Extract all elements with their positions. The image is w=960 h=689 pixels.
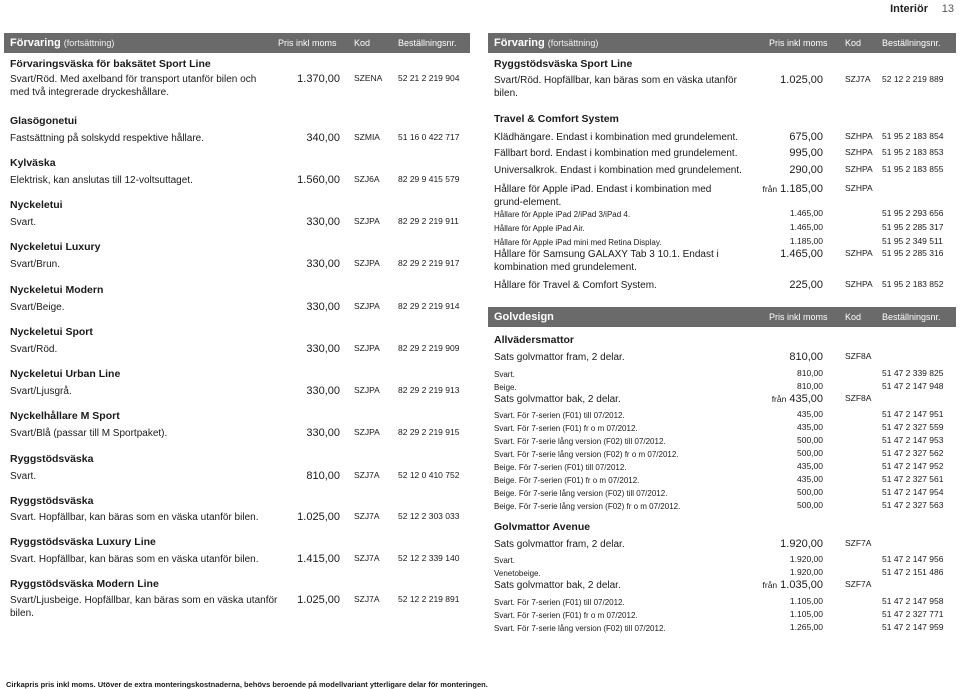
product-description: Beige. (494, 383, 517, 392)
product-description: Svart/Röd. Med axelband för transport utanför bilen och med två integrerade dryckeshållare. (10, 74, 257, 98)
product-price (797, 474, 823, 484)
product-code: SZJ7A (354, 470, 380, 480)
product-price (797, 487, 823, 497)
price-value: 1.185,00 (780, 183, 823, 195)
order-number: 51 47 2 147 953 (882, 435, 944, 445)
price-value: 810,00 (789, 351, 823, 363)
price-value: 995,00 (789, 147, 823, 159)
order-number: 52 12 2 219 889 (882, 74, 944, 84)
code-column-header: Kod (354, 38, 371, 48)
product-price (790, 609, 823, 619)
left-column (4, 33, 470, 673)
page-header (0, 0, 960, 20)
product-description: Svart. För 7-serien (F01) fr o m 07/2012. (494, 424, 638, 433)
product-code: SZHPA (845, 248, 873, 258)
product-price (763, 579, 823, 591)
product-description: Sats golvmattor bak, 2 delar. (494, 394, 621, 405)
order-number: 52 21 2 219 904 (398, 73, 460, 83)
product-price (780, 248, 823, 260)
product-description: Hållare för Apple iPad mini med Retina Display. (494, 238, 662, 247)
right-table-header (488, 33, 956, 53)
product-price (797, 500, 823, 510)
product-price (790, 567, 823, 577)
order-number: 51 95 2 183 852 (882, 279, 944, 289)
order-number: 51 47 2 339 825 (882, 368, 944, 378)
order-number: 51 95 2 183 855 (882, 164, 944, 174)
product-price (790, 222, 823, 232)
product-price: 1.025,00 (297, 594, 340, 606)
product-price: 1.370,00 (297, 73, 340, 85)
product-description: Sats golvmattor fram, 2 delar. (494, 352, 625, 363)
product-price (789, 351, 823, 363)
product-price: 1.560,00 (297, 174, 340, 186)
product-code: SZHPA (845, 131, 873, 141)
section-title: Nyckeletui Luxury (10, 241, 101, 253)
price-column-header: Pris inkl moms (769, 38, 828, 48)
product-description: Venetobeige. (494, 569, 541, 578)
product-code: SZJPA (354, 427, 380, 437)
price-value: 290,00 (789, 164, 823, 176)
order-number: 51 16 0 422 717 (398, 132, 460, 142)
section-title: Ryggstödsväska Sport Line (494, 58, 633, 70)
product-description: Svart. (494, 370, 515, 379)
section-title: Allvädersmattor (494, 334, 574, 346)
order-number: 51 47 2 147 951 (882, 409, 944, 419)
product-price: 330,00 (306, 343, 340, 355)
code-column-header: Kod (845, 312, 862, 322)
section-title: Nyckeletui Sport (10, 326, 93, 338)
from-label: från (762, 580, 778, 590)
price-value: 810,00 (797, 368, 823, 378)
product-price: 330,00 (306, 427, 340, 439)
header-title: Golvdesign (494, 311, 554, 323)
product-description: Svart/Röd. Hopfällbar, kan bäras som en väska utanför bilen. (494, 75, 737, 99)
from-label: från (771, 394, 787, 404)
product-price (790, 208, 823, 218)
price-value: 1.920,00 (789, 567, 823, 577)
product-description: Svart. För 7-serien (F01) till 07/2012. (494, 598, 625, 607)
product-price (790, 622, 823, 632)
section-title: Nyckeletui Urban Line (10, 368, 121, 380)
flooring-table-header (488, 307, 956, 327)
page-number: 13 (941, 3, 954, 15)
product-description: Beige. För 7-serie lång version (F02) till 07/2012. (494, 489, 668, 498)
product-description: Fällbart bord. Endast i kombination med grundelement. (494, 148, 738, 159)
product-description: Svart. (10, 217, 37, 228)
order-number: 51 47 2 147 956 (882, 554, 944, 564)
order-number: 82 29 2 219 909 (398, 343, 460, 353)
product-description: Svart/Brun. (10, 259, 61, 270)
product-price: 330,00 (306, 216, 340, 228)
header-subtitle: (fortsättning) (63, 38, 115, 48)
product-price (797, 381, 823, 391)
product-description: Klädhängare. Endast i kombination med grundelement. (494, 132, 739, 143)
product-price (790, 554, 823, 564)
product-description: Svart/Ljusgrå. (10, 386, 72, 397)
section-title: Förvaringsväska för baksätet Sport Line (10, 58, 211, 70)
product-price (780, 74, 823, 86)
section-title: Interiör (890, 3, 928, 15)
section-title: Ryggstödsväska Modern Line (10, 578, 159, 590)
header-title: Förvaring (10, 37, 61, 49)
order-number: 82 29 9 415 579 (398, 174, 460, 184)
product-code: SZHPA (845, 147, 873, 157)
product-price (790, 596, 823, 606)
price-value: 1.035,00 (780, 579, 823, 591)
price-value: 1.920,00 (780, 538, 823, 550)
order-number: 82 29 2 219 914 (398, 301, 460, 311)
product-description: Svart. För 7-serien (F01) fr o m 07/2012. (494, 611, 638, 620)
order-number: 51 47 2 151 486 (882, 567, 944, 577)
product-code: SZJPA (354, 343, 380, 353)
order-number: 52 12 2 303 033 (398, 511, 460, 521)
product-code: SZJ7A (354, 553, 380, 563)
price-value: 500,00 (797, 448, 823, 458)
order-number: 51 47 2 147 952 (882, 461, 944, 471)
price-value: 1.105,00 (789, 609, 823, 619)
section-title: Golvmattor Avenue (494, 521, 591, 533)
product-description: Hållare för Apple iPad Air. (494, 224, 585, 233)
product-code: SZJPA (354, 301, 380, 311)
order-number: 52 12 2 219 891 (398, 594, 460, 604)
order-number: 82 29 2 219 915 (398, 427, 460, 437)
product-code: SZF8A (845, 393, 872, 403)
product-code: SZJPA (354, 385, 380, 395)
product-description: Sats golvmattor bak, 2 delar. (494, 580, 621, 591)
price-value: 1.105,00 (789, 596, 823, 606)
product-code: SZENA (354, 73, 383, 83)
price-value: 1.920,00 (789, 554, 823, 564)
price-column-header: Pris inkl moms (278, 38, 337, 48)
section-title: Travel & Comfort System (494, 113, 619, 125)
order-number: 82 29 2 219 917 (398, 258, 460, 268)
order-column-header: Beställningsnr. (398, 38, 457, 48)
section-title: Nyckeletui (10, 199, 63, 211)
order-number: 51 47 2 327 563 (882, 500, 944, 510)
product-code: SZMIA (354, 132, 380, 142)
price-value: 435,00 (797, 461, 823, 471)
product-description: Svart. För 7-serien (F01) till 07/2012. (494, 411, 625, 420)
product-price: 340,00 (306, 132, 340, 144)
product-description: Universalkrok. Endast i kombination med grundelement. (494, 165, 742, 176)
order-number: 51 47 2 147 959 (882, 622, 944, 632)
product-description: Beige. För 7-serien (F01) fr o m 07/2012. (494, 476, 640, 485)
product-description: Hållare för Apple iPad. Endast i kombination med grund-element. (494, 184, 712, 208)
price-column-header: Pris inkl moms (769, 312, 828, 322)
order-column-header: Beställningsnr. (882, 312, 941, 322)
product-price (789, 131, 823, 143)
order-number: 51 95 2 293 656 (882, 208, 944, 218)
header-title: Förvaring (494, 37, 545, 49)
order-number: 51 47 2 327 559 (882, 422, 944, 432)
section-title: Nyckelhållare M Sport (10, 410, 120, 422)
product-description: Beige. För 7-serien (F01) till 07/2012. (494, 463, 627, 472)
section-title: Ryggstödsväska Luxury Line (10, 536, 156, 548)
product-description: Svart. Hopfällbar, kan bäras som en väska utanför bilen. (10, 512, 259, 523)
product-price (763, 183, 823, 195)
price-value: 1.185,00 (789, 236, 823, 246)
product-description: Svart/Ljusbeige. Hopfällbar, kan bäras som en väska utanför bilen. (10, 595, 278, 619)
product-description: Svart. För 7-serie lång version (F02) till 07/2012. (494, 624, 666, 633)
order-number: 51 47 2 147 948 (882, 381, 944, 391)
product-code: SZJPA (354, 258, 380, 268)
left-table-header (4, 33, 470, 53)
product-description: Svart. För 7-serie lång version (F02) fr o m 07/2012. (494, 450, 679, 459)
product-price (789, 147, 823, 159)
price-value: 500,00 (797, 500, 823, 510)
price-value: 1.465,00 (789, 208, 823, 218)
product-price: 1.415,00 (297, 553, 340, 565)
product-price (772, 393, 823, 405)
product-code: SZF7A (845, 538, 872, 548)
product-description: Svart. Hopfällbar, kan bäras som en väska utanför bilen. (10, 554, 259, 565)
order-number: 52 12 2 339 140 (398, 553, 460, 563)
price-value: 500,00 (797, 435, 823, 445)
order-number: 51 95 2 285 316 (882, 248, 944, 258)
product-code: SZJ6A (354, 174, 380, 184)
product-price (789, 164, 823, 176)
price-value: 435,00 (797, 474, 823, 484)
product-description: Fastsättning på solskydd respektive hållare. (10, 133, 204, 144)
product-description: Hållare för Travel & Comfort System. (494, 280, 657, 291)
code-column-header: Kod (845, 38, 862, 48)
section-title: Ryggstödsväska (10, 453, 94, 465)
product-price (797, 368, 823, 378)
price-value: 435,00 (797, 422, 823, 432)
price-value: 1.265,00 (789, 622, 823, 632)
product-description: Svart. (10, 471, 37, 482)
product-code: SZF8A (845, 351, 872, 361)
product-description: Elektrisk, kan anslutas till 12-voltsuttaget. (10, 175, 193, 186)
product-code: SZF7A (845, 579, 872, 589)
right-column (488, 33, 956, 673)
price-value: 435,00 (797, 409, 823, 419)
price-value: 500,00 (797, 487, 823, 497)
section-title: Ryggstödsväska (10, 495, 94, 507)
product-price (797, 435, 823, 445)
product-code: SZJ7A (845, 74, 871, 84)
product-description: Sats golvmattor fram, 2 delar. (494, 539, 625, 550)
product-description: Hållare för Apple iPad 2/iPad 3/iPad 4. (494, 210, 631, 219)
order-number: 52 12 0 410 752 (398, 470, 460, 480)
product-price (780, 538, 823, 550)
product-price (797, 409, 823, 419)
footnote: Cirkapris pris inkl moms. Utöver de extra monteringskostnaderna, behövs beroende på modellvariant ytterligare delar för monteringen. (6, 680, 488, 689)
order-number: 51 95 2 349 511 (882, 236, 943, 246)
order-number: 51 95 2 183 854 (882, 131, 944, 141)
product-code: SZHPA (845, 164, 873, 174)
product-code: SZHPA (845, 279, 873, 289)
from-label: från (762, 184, 778, 194)
product-description: Hållare för Samsung GALAXY Tab 3 10.1. Endast i kombination med grundelement. (494, 249, 719, 273)
price-value: 810,00 (797, 381, 823, 391)
product-price: 330,00 (306, 385, 340, 397)
product-description: Svart. (494, 556, 515, 565)
order-column-header: Beställningsnr. (882, 38, 941, 48)
price-value: 1.025,00 (780, 74, 823, 86)
order-number: 51 95 2 183 853 (882, 147, 944, 157)
product-price: 330,00 (306, 301, 340, 313)
header-subtitle: (fortsättning) (547, 38, 599, 48)
order-number: 82 29 2 219 911 (398, 216, 459, 226)
order-number: 51 47 2 327 771 (882, 609, 944, 619)
order-number: 51 47 2 147 954 (882, 487, 944, 497)
price-value: 1.465,00 (780, 248, 823, 260)
product-description: Beige. För 7-serie lång version (F02) fr o m 07/2012. (494, 502, 681, 511)
order-number: 51 47 2 147 958 (882, 596, 944, 606)
order-number: 51 95 2 285 317 (882, 222, 944, 232)
product-price: 810,00 (306, 470, 340, 482)
product-price (797, 461, 823, 471)
product-code: SZJPA (354, 216, 380, 226)
product-description: Svart/Röd. (10, 344, 58, 355)
product-price: 1.025,00 (297, 511, 340, 523)
product-price (789, 279, 823, 291)
product-code: SZJ7A (354, 594, 380, 604)
price-value: 1.465,00 (789, 222, 823, 232)
product-price (790, 236, 823, 246)
product-code: SZJ7A (354, 511, 380, 521)
section-title: Nyckeletui Modern (10, 284, 104, 296)
price-value: 675,00 (789, 131, 823, 143)
product-description: Svart. För 7-serie lång version (F02) till 07/2012. (494, 437, 666, 446)
section-title: Kylväska (10, 157, 56, 169)
product-code: SZHPA (845, 183, 873, 193)
product-price (797, 422, 823, 432)
product-price (797, 448, 823, 458)
product-price: 330,00 (306, 258, 340, 270)
section-title: Glasögonetui (10, 115, 78, 127)
order-number: 82 29 2 219 913 (398, 385, 460, 395)
order-number: 51 47 2 327 562 (882, 448, 944, 458)
price-value: 225,00 (789, 279, 823, 291)
product-description: Svart/Blå (passar till M Sportpaket). (10, 428, 168, 439)
order-number: 51 47 2 327 561 (882, 474, 944, 484)
product-description: Svart/Beige. (10, 302, 65, 313)
price-value: 435,00 (789, 393, 823, 405)
